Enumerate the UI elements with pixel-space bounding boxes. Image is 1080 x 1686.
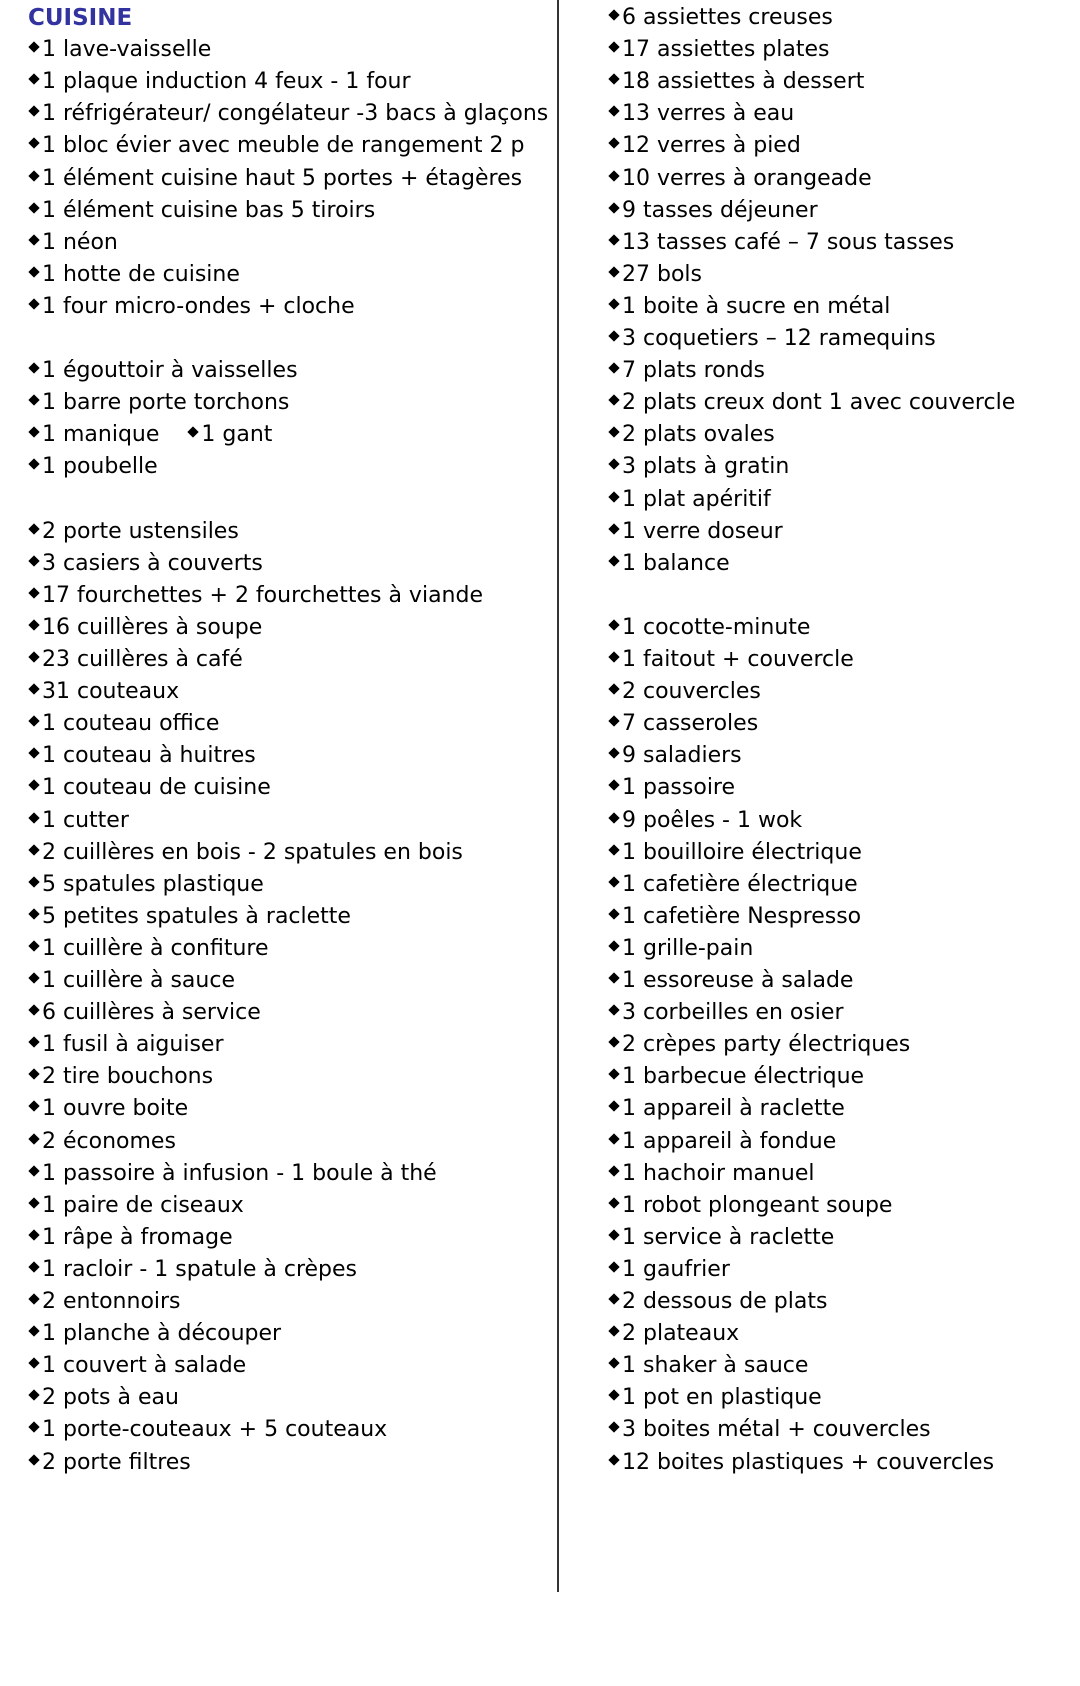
list-item-text: 23 cuillères à café <box>42 647 243 672</box>
list-item <box>608 323 936 355</box>
bullet-icon <box>28 202 39 213</box>
list-item-text: 3 boites métal + couvercles <box>622 1417 931 1443</box>
list-item <box>608 1093 845 1125</box>
list-item <box>608 98 794 130</box>
list-item-text: 1 bouilloire électrique <box>622 839 862 865</box>
list-item <box>608 997 844 1029</box>
column-divider <box>557 0 559 1592</box>
bullet-icon <box>608 812 619 823</box>
bullet-icon <box>608 298 619 309</box>
bullet-icon <box>608 1197 619 1208</box>
bullet-icon <box>608 1229 619 1240</box>
list-item <box>28 451 158 483</box>
bullet-icon <box>608 170 619 181</box>
list-item-text: 1 balance <box>622 550 730 576</box>
list-item-text: 1 cafetière électrique <box>622 871 858 897</box>
bullet-icon <box>28 1229 39 1240</box>
list-item-text: 1 barbecue électrique <box>622 1064 865 1090</box>
list-item <box>28 1093 188 1125</box>
list-item-text: 1 boite à sucre en métal <box>622 293 891 319</box>
list-item-text: 1 gant <box>201 422 273 448</box>
list-item-text: 3 corbeilles en osier <box>622 1000 844 1026</box>
list-item <box>28 355 298 387</box>
list-item-text: 27 bols <box>622 261 702 287</box>
list-item <box>608 1447 994 1479</box>
bullet-icon <box>28 395 39 406</box>
list-item <box>28 1318 281 1350</box>
list-item <box>28 580 483 612</box>
list-item-text: 1 gaufrier <box>622 1256 730 1282</box>
list-item <box>608 34 829 66</box>
bullet-icon <box>28 1293 39 1304</box>
list-item <box>28 548 263 580</box>
list-item-text: 6 cuillères à service <box>42 1000 261 1026</box>
list-item-text: 1 ouvre boite <box>42 1096 189 1122</box>
bullet-icon <box>608 844 619 855</box>
list-item-text: 9 saladiers <box>622 743 742 769</box>
list-item <box>28 66 411 98</box>
bullet-icon <box>28 1133 39 1144</box>
list-item-text: 1 cuillère à sauce <box>42 968 235 993</box>
list-item-text: 2 économes <box>42 1128 176 1154</box>
list-item-text: 1 manique <box>42 422 160 448</box>
list-item-text: 1 bloc évier avec meuble de rangement 2 p <box>42 133 525 159</box>
bullet-icon <box>608 940 619 951</box>
list-item <box>28 1350 246 1382</box>
bullet-icon <box>28 427 39 438</box>
list-item <box>28 612 262 644</box>
list-item <box>608 708 758 740</box>
list-item <box>28 163 522 195</box>
bullet-icon <box>608 74 619 85</box>
list-item <box>28 1414 387 1446</box>
bullet-icon <box>28 1037 39 1048</box>
list-item <box>28 387 289 419</box>
list-item <box>28 419 272 451</box>
bullet-icon <box>608 41 619 52</box>
bullet-icon <box>608 395 619 406</box>
list-item <box>28 1158 437 1190</box>
list-item <box>28 130 524 162</box>
bullet-icon <box>608 748 619 759</box>
bullet-icon <box>608 459 619 470</box>
list-item <box>608 195 818 227</box>
bullet-icon <box>28 1325 39 1336</box>
list-item <box>608 355 765 387</box>
bullet-icon <box>188 427 199 438</box>
list-item-text: 5 petites spatules à raclette <box>42 903 351 929</box>
list-item <box>608 1286 827 1318</box>
list-item <box>608 1158 815 1190</box>
bullet-icon <box>28 266 39 277</box>
list-item <box>608 451 789 483</box>
bullet-icon <box>28 1101 39 1112</box>
list-item <box>608 1350 808 1382</box>
list-item <box>28 1382 179 1414</box>
list-item-text: 1 passoire <box>622 775 736 801</box>
bullet-icon <box>608 1261 619 1272</box>
bullet-icon <box>608 9 619 20</box>
list-item <box>608 227 954 259</box>
list-item-text: 5 spatules plastique <box>42 871 264 897</box>
list-item-text: 1 essoreuse à salade <box>622 968 854 993</box>
list-item-text: 17 fourchettes + 2 fourchettes à viande <box>42 582 483 608</box>
bullet-icon <box>28 844 39 855</box>
list-item-text: 1 couteau de cuisine <box>42 775 271 801</box>
list-item <box>28 98 548 130</box>
list-item-text: 1 égouttoir à vaisselles <box>42 358 298 384</box>
list-item <box>608 66 864 98</box>
list-item <box>28 933 269 965</box>
section-title: CUISINE <box>28 5 133 31</box>
list-item <box>608 805 802 837</box>
list-item <box>608 130 801 162</box>
list-item-text: 1 appareil à fondue <box>622 1128 837 1154</box>
list-item-text: 1 couteau à huitres <box>42 743 256 769</box>
list-item-text: 1 planche à découper <box>42 1321 282 1347</box>
list-item-text: 3 coquetiers – 12 ramequins <box>622 326 936 351</box>
list-item-text: 1 appareil à raclette <box>622 1096 845 1122</box>
list-item <box>608 516 783 548</box>
list-item-text: 31 couteaux <box>42 679 180 705</box>
bullet-icon <box>28 716 39 727</box>
list-item-text: 2 pots à eau <box>42 1385 179 1411</box>
list-item <box>608 933 753 965</box>
list-item <box>608 772 735 804</box>
list-item-text: 1 plat apéritif <box>622 486 771 512</box>
bullet-icon <box>28 41 39 52</box>
list-item-text: 7 plats ronds <box>622 358 766 384</box>
bullet-icon <box>28 748 39 759</box>
bullet-icon <box>28 812 39 823</box>
bullet-icon <box>608 427 619 438</box>
list-item-text: 3 plats à gratin <box>622 454 790 480</box>
list-item-text: 17 assiettes plates <box>622 37 830 63</box>
list-item <box>608 1254 730 1286</box>
list-item <box>28 1061 213 1093</box>
bullet-icon <box>608 491 619 502</box>
list-item <box>28 869 264 901</box>
bullet-icon <box>608 106 619 117</box>
bullet-icon <box>28 651 39 662</box>
bullet-icon <box>608 1422 619 1433</box>
list-item-text: 6 assiettes creuses <box>622 5 833 30</box>
list-item <box>28 708 219 740</box>
list-item-text: 1 robot plongeant soupe <box>622 1192 893 1218</box>
bullet-icon <box>28 138 39 149</box>
list-item <box>608 1029 910 1061</box>
list-item <box>28 837 463 869</box>
bullet-icon <box>28 74 39 85</box>
list-item-text: 1 réfrigérateur/ congélateur -3 bacs à glaçons <box>42 101 549 127</box>
list-item-text: 2 tire bouchons <box>42 1064 214 1090</box>
bullet-icon <box>28 780 39 791</box>
list-item <box>28 901 351 933</box>
list-item-text: 1 couteau office <box>42 711 220 737</box>
list-item <box>28 291 355 323</box>
bullet-icon <box>608 619 619 630</box>
list-item-text: 18 assiettes à dessert <box>622 69 865 95</box>
bullet-icon <box>608 683 619 694</box>
list-item-text: 9 tasses déjeuner <box>622 197 818 223</box>
bullet-icon <box>28 1358 39 1369</box>
list-item <box>28 965 235 997</box>
list-item <box>608 740 742 772</box>
list-item-text: 1 service à raclette <box>622 1224 835 1250</box>
list-item-text: 1 couvert à salade <box>42 1353 247 1379</box>
bullet-icon <box>608 972 619 983</box>
list-item-text: 1 pot en plastique <box>622 1385 822 1411</box>
bullet-icon <box>28 1165 39 1176</box>
bullet-icon <box>608 202 619 213</box>
list-item <box>608 387 1015 419</box>
list-item-text: 2 porte filtres <box>42 1449 191 1475</box>
list-item <box>28 516 239 548</box>
list-item-text: 2 plateaux <box>622 1321 740 1347</box>
list-item-text: 2 cuillères en bois - 2 spatules en bois <box>42 839 463 865</box>
bullet-icon <box>608 716 619 727</box>
list-item-text: 1 racloir - 1 spatule à crèpes <box>42 1256 358 1282</box>
list-item <box>28 1190 244 1222</box>
bullet-icon <box>28 587 39 598</box>
bullet-icon <box>28 523 39 534</box>
bullet-icon <box>28 1390 39 1401</box>
list-item <box>608 1190 892 1222</box>
list-item <box>28 772 271 804</box>
list-item <box>28 1222 233 1254</box>
list-item-text: 1 fusil à aiguiser <box>42 1032 224 1058</box>
list-item <box>28 740 256 772</box>
list-item <box>28 1254 357 1286</box>
bullet-icon <box>28 298 39 309</box>
list-item <box>608 1222 834 1254</box>
list-item <box>608 644 854 676</box>
list-item-text: 1 hotte de cuisine <box>42 261 240 287</box>
list-item-text: 3 casiers à couverts <box>42 550 263 576</box>
list-item-text: 1 shaker à sauce <box>622 1353 809 1379</box>
list-item <box>608 1126 836 1158</box>
bullet-icon <box>608 138 619 149</box>
bullet-icon <box>608 234 619 245</box>
list-item <box>608 869 858 901</box>
list-item <box>608 837 862 869</box>
bullet-icon <box>28 362 39 373</box>
list-item <box>28 676 179 708</box>
list-item <box>608 1382 822 1414</box>
list-item-text: 1 grille-pain <box>622 935 754 961</box>
bullet-icon <box>608 1101 619 1112</box>
list-item-text: 1 élément cuisine bas 5 tiroirs <box>42 197 376 223</box>
list-item <box>28 195 375 227</box>
list-item <box>608 259 702 291</box>
list-item <box>608 1061 864 1093</box>
bullet-icon <box>608 1325 619 1336</box>
list-item-text: 1 cutter <box>42 807 129 833</box>
list-item-text: 1 néon <box>42 229 118 255</box>
list-item <box>608 2 833 34</box>
list-item-text: 1 paire de ciseaux <box>42 1192 244 1218</box>
list-item-text: 9 poêles - 1 wok <box>622 807 803 833</box>
list-item <box>608 419 775 451</box>
list-item <box>608 1414 931 1446</box>
bullet-icon <box>608 1390 619 1401</box>
bullet-icon <box>608 651 619 662</box>
bullet-icon <box>28 1197 39 1208</box>
list-item <box>28 805 129 837</box>
bullet-icon <box>28 1422 39 1433</box>
bullet-icon <box>608 1004 619 1015</box>
list-item-text: 12 boites plastiques + couvercles <box>622 1449 995 1475</box>
list-item-text: 1 porte-couteaux + 5 couteaux <box>42 1417 388 1443</box>
bullet-icon <box>608 1069 619 1080</box>
list-item-text: 2 crèpes party électriques <box>622 1032 911 1058</box>
bullet-icon <box>28 876 39 887</box>
list-item-text: 1 hachoir manuel <box>622 1160 815 1186</box>
bullet-icon <box>28 106 39 117</box>
bullet-icon <box>28 555 39 566</box>
list-item-text: 1 râpe à fromage <box>42 1224 233 1250</box>
list-item <box>28 997 261 1029</box>
list-item-text: 1 faitout + couvercle <box>622 647 854 672</box>
bullet-icon <box>608 330 619 341</box>
list-item <box>608 548 730 580</box>
list-item <box>608 484 771 516</box>
list-item <box>608 291 890 323</box>
bullet-icon <box>608 780 619 791</box>
list-item-text: 13 verres à eau <box>622 101 795 127</box>
list-item <box>28 1286 181 1318</box>
bullet-icon <box>28 940 39 951</box>
list-item <box>28 644 243 676</box>
list-item-text: 1 cocotte-minute <box>622 614 811 640</box>
list-item <box>608 901 861 933</box>
list-item <box>608 163 872 195</box>
bullet-icon <box>28 619 39 630</box>
list-item-text: 1 élément cuisine haut 5 portes + étagères <box>42 165 523 191</box>
list-item-text: 1 lave-vaisselle <box>42 37 212 63</box>
list-item-text: 1 barre porte torchons <box>42 390 290 416</box>
bullet-icon <box>608 555 619 566</box>
bullet-icon <box>28 683 39 694</box>
bullet-icon <box>28 1069 39 1080</box>
list-item <box>608 1318 739 1350</box>
bullet-icon <box>608 1165 619 1176</box>
list-item-text: 13 tasses café – 7 sous tasses <box>622 229 955 255</box>
list-item <box>28 1126 176 1158</box>
bullet-icon <box>28 972 39 983</box>
list-item <box>608 965 853 997</box>
bullet-icon <box>608 1454 619 1465</box>
bullet-icon <box>28 1004 39 1015</box>
list-item-text: 12 verres à pied <box>622 133 801 159</box>
list-item <box>28 1447 191 1479</box>
list-item <box>608 676 761 708</box>
bullet-icon <box>608 908 619 919</box>
bullet-icon <box>608 1037 619 1048</box>
list-item-text: 7 casseroles <box>622 711 759 737</box>
list-item-text: 2 entonnoirs <box>42 1289 181 1314</box>
bullet-icon <box>28 1261 39 1272</box>
bullet-icon <box>28 170 39 181</box>
list-item-text: 10 verres à orangeade <box>622 165 872 191</box>
bullet-icon <box>608 266 619 277</box>
list-item-text: 2 plats creux dont 1 avec couvercle <box>622 390 1016 416</box>
list-item-text: 16 cuillères à soupe <box>42 614 263 640</box>
bullet-icon <box>608 1358 619 1369</box>
list-item-text: 2 porte ustensiles <box>42 518 239 544</box>
list-item-text: 1 cafetière Nespresso <box>622 903 862 929</box>
list-item <box>28 227 118 259</box>
bullet-icon <box>28 459 39 470</box>
bullet-icon <box>608 1133 619 1144</box>
bullet-icon <box>608 362 619 373</box>
list-item-text: 2 dessous de plats <box>622 1289 828 1314</box>
list-item-text: 1 passoire à infusion - 1 boule à thé <box>42 1160 437 1186</box>
bullet-icon <box>28 1454 39 1465</box>
bullet-icon <box>28 234 39 245</box>
list-item <box>608 612 810 644</box>
list-item <box>28 1029 224 1061</box>
list-item-text: 1 cuillère à confiture <box>42 935 269 961</box>
list-item-text: 1 plaque induction 4 feux - 1 four <box>42 69 411 95</box>
list-item-text: 1 four micro-ondes + cloche <box>42 293 355 319</box>
bullet-icon <box>608 523 619 534</box>
list-item-text: 1 verre doseur <box>622 518 783 544</box>
list-item <box>28 34 211 66</box>
list-item-text: 1 poubelle <box>42 454 158 480</box>
list-item-text: 2 plats ovales <box>622 422 775 448</box>
list-item-text: 2 couvercles <box>622 679 761 705</box>
bullet-icon <box>608 1293 619 1304</box>
list-item <box>28 259 240 291</box>
bullet-icon <box>608 876 619 887</box>
bullet-icon <box>28 908 39 919</box>
